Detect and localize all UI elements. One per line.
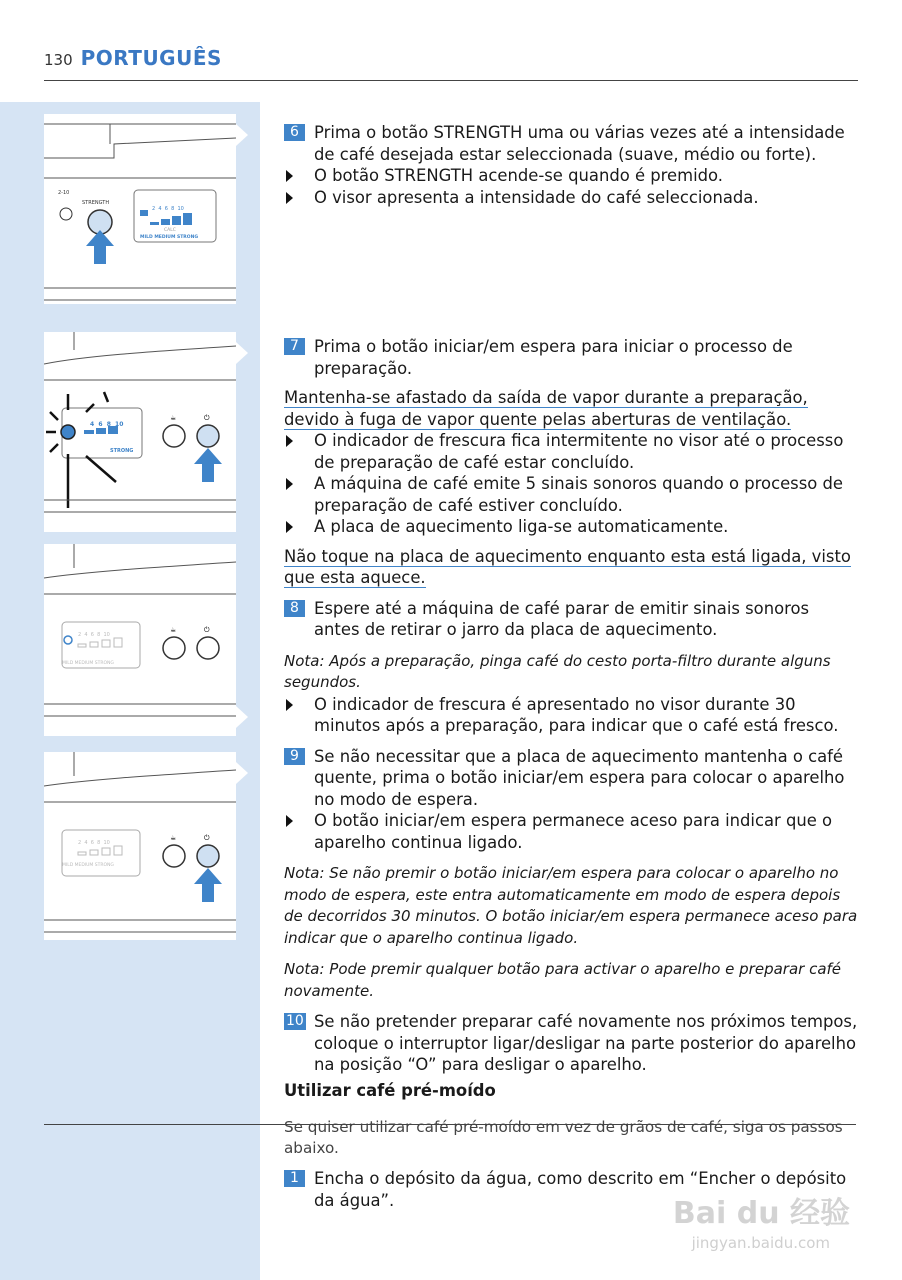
note: Nota: Se não premir o botão iniciar/em espera para colocar o aparelho no modo de espera, este entra automaticamente em modo de espera depois de decorridos 30 minutos. O botão iniciar/em espera permanece aceso para indicar que o aparelho continua ligado. — [284, 864, 858, 947]
bullet-text: O visor apresenta a intensidade do café seleccionada. — [314, 187, 759, 207]
note: Nota: Após a preparação, pinga café do cesto porta-filtro durante alguns segundos. — [284, 651, 831, 691]
section-title: Utilizar café pré-moído — [284, 1080, 496, 1100]
figure-standby-button — [44, 752, 236, 940]
svg-text:☕: ☕ — [170, 414, 177, 422]
bullet-arrow-icon — [286, 478, 293, 490]
bullet-arrow-icon — [286, 699, 293, 711]
step-6 — [284, 122, 858, 165]
figure-start-button-flashing — [44, 332, 236, 532]
bullet-text: O botão STRENGTH acende-se quando é premido. — [314, 166, 724, 185]
mild-medium-strong: MILD MEDIUM STRONG — [140, 235, 199, 240]
step-8 — [284, 598, 858, 641]
step-text: Espere até a máquina de café parar de emitir sinais sonoros antes de retirar o jarro da placa de aquecimento. — [314, 598, 810, 639]
svg-text:☕: ☕ — [170, 626, 177, 634]
figure-pointer — [236, 706, 248, 728]
step-text: Se não pretender preparar café novamente nos próximos tempos, coloque o interruptor ligar/desligar na parte posterior do aparelho na posição “O” para desligar o aparelho. — [314, 1012, 858, 1074]
main-content — [284, 122, 858, 1211]
svg-text:STRONG: STRONG — [110, 448, 134, 454]
figure-strength-button — [44, 114, 236, 304]
note: Nota: Pode premir qualquer botão para activar o aparelho e preparar café novamente. — [284, 960, 842, 1000]
page-header — [44, 46, 222, 70]
warning-hotplate — [284, 546, 858, 589]
svg-text:4 6 8 10: 4 6 8 10 — [90, 421, 124, 428]
step-text: Prima o botão iniciar/em espera para iniciar o processo de preparação. — [314, 337, 793, 378]
bullet — [284, 430, 858, 473]
warning-steam — [284, 387, 858, 430]
step-number: 7 — [284, 338, 305, 355]
page-number: 130 — [44, 51, 73, 69]
bullet-text: A placa de aquecimento liga-se automaticamente. — [314, 517, 729, 536]
watermark: Bai du 经验 — [672, 1196, 850, 1231]
bullet — [284, 810, 858, 853]
step-number: 1 — [284, 1170, 305, 1187]
bullet-arrow-icon — [286, 521, 293, 533]
step-7 — [284, 336, 858, 379]
section-intro: Se quiser utilizar café pré-moído em vez de grãos de café, siga os passos abaixo. — [284, 1118, 843, 1157]
bullet-arrow-icon — [286, 170, 293, 182]
calc-label: CALC — [164, 228, 176, 233]
figure-pointer — [236, 124, 248, 146]
svg-text:⏻: ⏻ — [204, 626, 210, 634]
step-text: Se não necessitar que a placa de aquecimento mantenha o café quente, prima o botão iniciar/em espera para colocar o aparelho no modo de espera. — [314, 746, 845, 809]
step-number: 8 — [284, 600, 305, 617]
bullet-text: A máquina de café emite 5 sinais sonoros quando o processo de preparação de café estiver concluído. — [314, 474, 843, 515]
svg-text:MILD MEDIUM STRONG: MILD MEDIUM STRONG — [62, 863, 114, 868]
bullet-arrow-icon — [286, 815, 293, 827]
bullet-text: O indicador de frescura fica intermitente no visor até o processo de preparação de café estar concluído. — [314, 431, 844, 472]
svg-text:MILD MEDIUM STRONG: MILD MEDIUM STRONG — [62, 661, 114, 666]
watermark-url: jingyan.baidu.com — [691, 1234, 830, 1252]
svg-text:2 4 6 8 10: 2 4 6 8 10 — [78, 840, 110, 846]
header-rule — [44, 80, 858, 81]
section-rule — [44, 1124, 856, 1125]
step-number: 6 — [284, 124, 305, 141]
step-text: Encha o depósito da água, como descrito em “Encher o depósito da água”. — [314, 1169, 847, 1210]
step-text: Prima o botão STRENGTH uma ou várias vezes até a intensidade de café desejada estar seleccionada (suave, médio ou forte). — [314, 123, 845, 164]
warning-text: Não toque na placa de aquecimento enquanto esta está ligada, visto que esta aquece. — [284, 546, 851, 587]
bullet — [284, 165, 858, 187]
warning-text: Mantenha-se afastado da saída de vapor durante a preparação, devido à fuga de vapor quente pelas aberturas de ventilação. — [284, 388, 808, 429]
step-number: 9 — [284, 748, 305, 765]
figure-freshness-display — [44, 544, 236, 736]
svg-text:☕: ☕ — [170, 834, 177, 842]
bullet — [284, 187, 858, 209]
cups-label: 2-10 — [58, 190, 70, 196]
step-10 — [284, 1011, 858, 1076]
language-title: PORTUGUÊS — [80, 46, 222, 70]
bullet — [284, 473, 858, 516]
strength-label: STRENGTH — [82, 200, 110, 206]
svg-text:2 4 6 8 10: 2 4 6 8 10 — [78, 632, 110, 638]
bullet-arrow-icon — [286, 192, 293, 204]
bullet-text: O indicador de frescura é apresentado no visor durante 30 minutos após a preparação, para indicar que o café está fresco. — [314, 694, 839, 735]
step-9 — [284, 746, 858, 811]
scale-label: 2 4 6 8 10 — [152, 206, 184, 212]
bullet — [284, 694, 858, 737]
figure-pointer — [236, 342, 248, 364]
svg-text:⏻: ⏻ — [204, 834, 210, 842]
step-number: 10 — [286, 1013, 304, 1029]
svg-text:⏻: ⏻ — [204, 414, 210, 422]
figure-pointer — [236, 762, 248, 784]
bullet-arrow-icon — [286, 435, 293, 447]
bullet — [284, 516, 858, 538]
bullet-text: O botão iniciar/em espera permanece aceso para indicar que o aparelho continua ligado. — [314, 811, 833, 852]
